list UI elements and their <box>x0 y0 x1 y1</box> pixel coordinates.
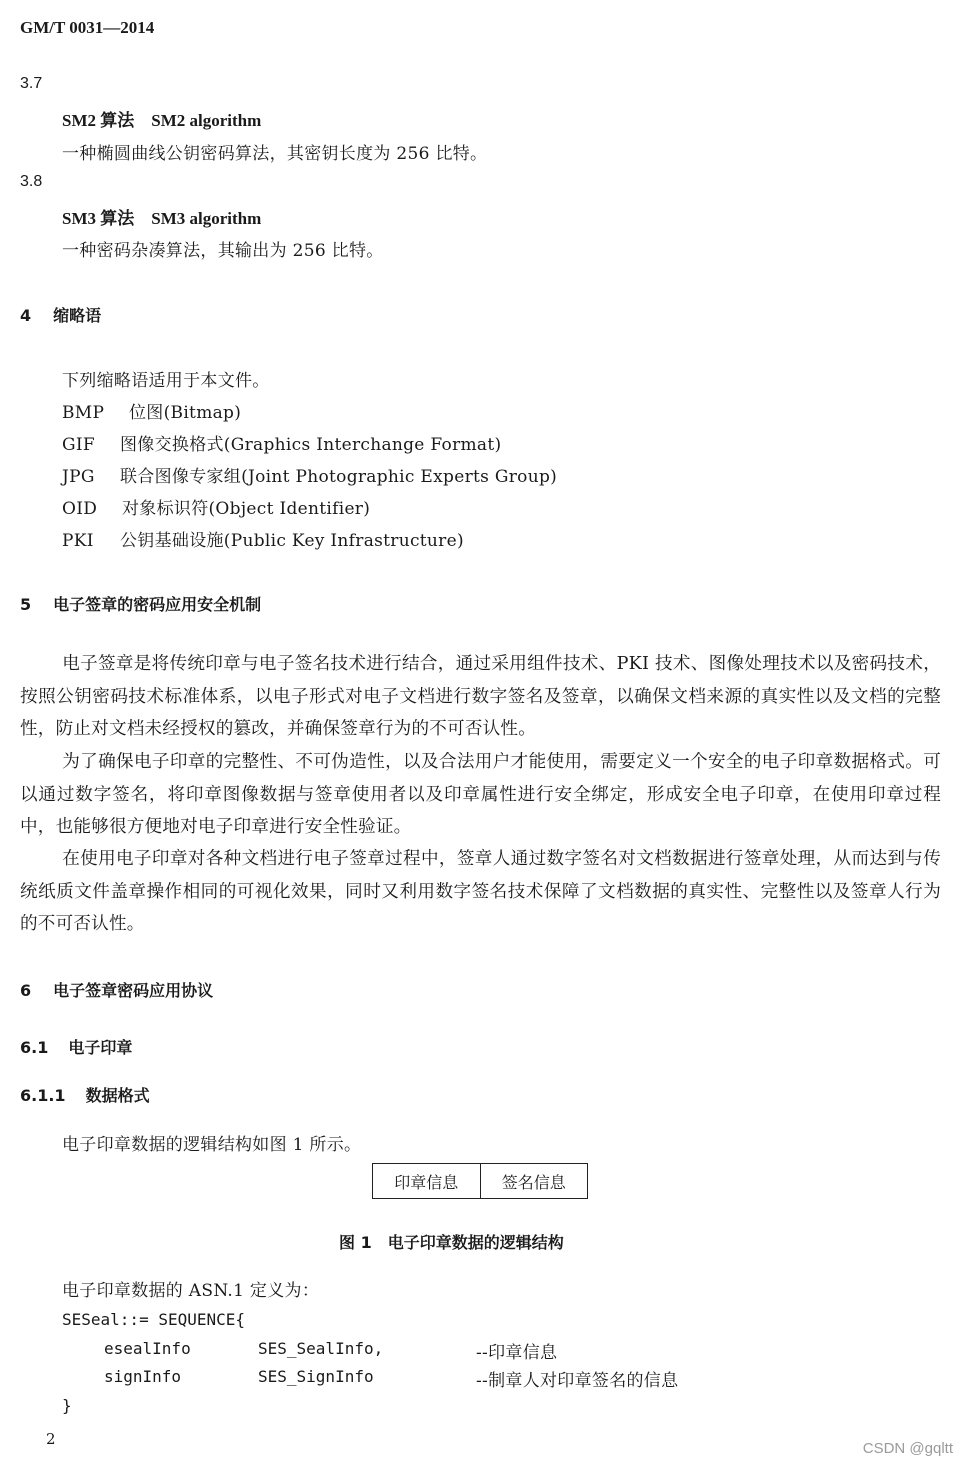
abbreviation-term: PKI <box>62 531 94 551</box>
abbreviation-desc: 位图(Bitmap) <box>129 403 242 423</box>
abbreviation-term: OID <box>62 499 98 519</box>
section-heading <box>20 303 101 326</box>
subsection-number: 6.1 <box>20 1038 49 1057</box>
abbreviations-intro: 下列缩略语适用于本文件。 <box>62 371 270 391</box>
abbreviation-item <box>62 430 501 455</box>
body-paragraph: 为了确保电子印章的完整性、不可伪造性，以及合法用户才能使用，需要定义一个安全的电子印章数据格式。可以通过数字签名，将印章图像数据与签章使用者以及印章属性进行安全绑定，形成安全电子印章，在使用印章过程中，也能够很方便地对电子印章进行安全性验证。 <box>20 752 941 837</box>
abbreviation-desc: 公钥基础设施(Public Key Infrastructure) <box>120 531 464 551</box>
term-definition: 一种密码杂凑算法，其输出为 256 比特。 <box>62 241 384 261</box>
abbreviation-item <box>62 526 464 551</box>
code-comment: --印章信息 <box>476 1343 558 1363</box>
section-number: 6 <box>20 981 32 1000</box>
figure-intro: 电子印章数据的逻辑结构如图 1 所示。 <box>62 1135 362 1155</box>
subsection-title: 电子印章 <box>68 1038 133 1057</box>
term-definition: 一种椭圆曲线公钥密码算法，其密钥长度为 256 比特。 <box>62 144 488 164</box>
abbreviation-term: BMP <box>62 403 105 423</box>
term-title: SM2 算法 SM2 algorithm <box>62 111 262 130</box>
section-heading <box>20 592 261 615</box>
section-heading <box>20 978 213 1001</box>
abbreviation-item <box>62 398 241 423</box>
section-title: 电子签章密码应用协议 <box>53 981 214 1000</box>
subsubsection-number: 6.1.1 <box>20 1086 66 1105</box>
body-paragraph: 电子签章是将传统印章与电子签名技术进行结合，通过采用组件技术、PKI 技术、图像处理技术以及密码技术，按照公钥密码技术标准体系，以电子形式对电子文档进行数字签名及签章，以确保文档来源的真实性以及文档的完整性，防止对文档未经授权的篡改，并确保签章行为的不可否认性。 <box>20 654 941 739</box>
term-number: 3.7 <box>20 75 43 92</box>
term-number: 3.8 <box>20 173 43 190</box>
subsection-heading <box>20 1035 132 1058</box>
abbreviation-term: GIF <box>62 435 95 455</box>
document-header: GM/T 0031—2014 <box>20 18 155 37</box>
section-title: 缩略语 <box>53 306 102 325</box>
section-number: 5 <box>20 595 32 614</box>
subsubsection-title: 数据格式 <box>85 1086 150 1105</box>
section-title: 电子签章的密码应用安全机制 <box>53 595 262 614</box>
code-close-line: } <box>62 1396 72 1415</box>
abbreviation-item <box>62 494 370 519</box>
code-field: esealInfo <box>104 1339 191 1358</box>
abbreviation-desc: 对象标识符(Object Identifier) <box>122 499 371 519</box>
asn-intro: 电子印章数据的 ASN.1 定义为： <box>62 1281 320 1301</box>
code-field: signInfo <box>104 1367 182 1386</box>
subsubsection-heading <box>20 1083 150 1106</box>
page-number: 2 <box>46 1430 56 1448</box>
watermark: CSDN @gqltt <box>862 1440 953 1457</box>
abbreviation-desc: 图像交换格式(Graphics Interchange Format) <box>120 435 502 455</box>
body-paragraph: 在使用电子印章对各种文档进行电子签章过程中，签章人通过数字签名对文档数据进行签章处理，从而达到与传统纸质文件盖章操作相同的可视化效果，同时又利用数字签名技术保障了文档数据的真实性、完整性以及签章人行为的不可否认性。 <box>20 849 941 934</box>
figure-cell-seal-info: 印章信息 <box>394 1172 459 1192</box>
abbreviation-term: JPG <box>62 467 95 487</box>
code-open-line: SESeal::= SEQUENCE{ <box>62 1310 246 1329</box>
figure-cell-sign-info: 签名信息 <box>480 1164 588 1198</box>
seal-structure-figure <box>372 1163 588 1199</box>
abbreviation-item <box>62 462 557 487</box>
term-title: SM3 算法 SM3 algorithm <box>62 209 262 228</box>
abbreviation-desc: 联合图像专家组(Joint Photographic Experts Group) <box>120 467 558 487</box>
code-comment: --制章人对印章签名的信息 <box>476 1371 679 1391</box>
section-number: 4 <box>20 306 32 325</box>
figure-caption: 图 1 电子印章数据的逻辑结构 <box>339 1233 564 1252</box>
code-type: SES_SealInfo, <box>258 1339 384 1358</box>
code-type: SES_SignInfo <box>258 1367 374 1386</box>
